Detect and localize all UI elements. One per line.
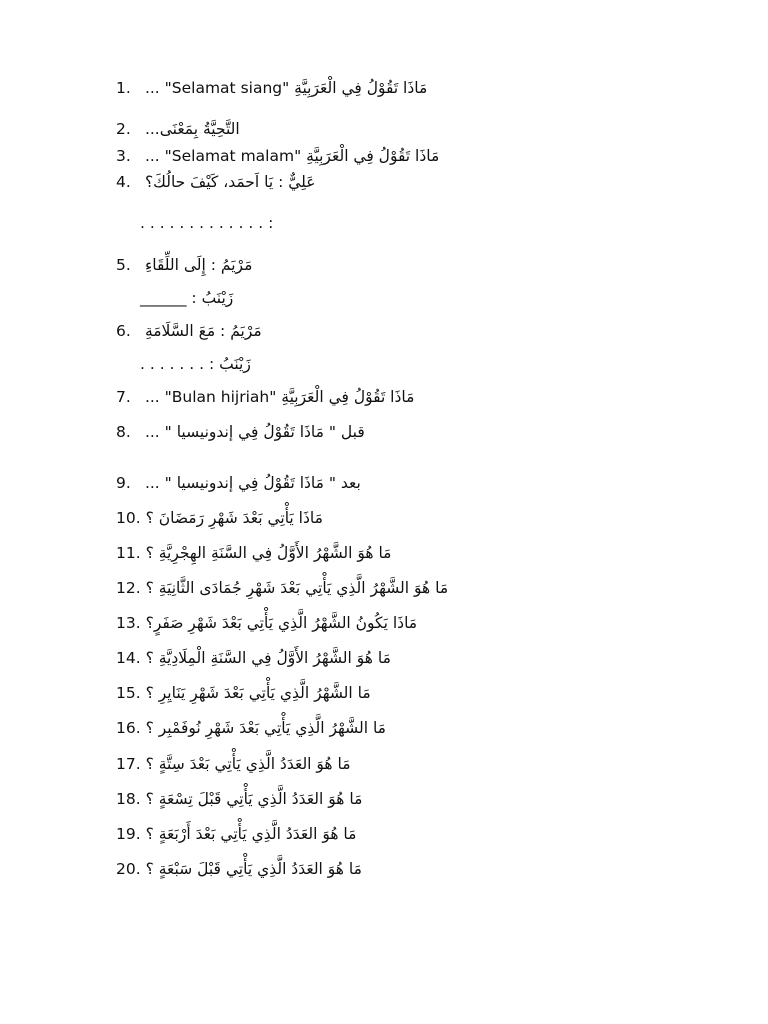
question-text: مَا هُوَ العَدَدُ الَّذِي يَأْتِي بَعْدَ سِتَّةٍ ؟ xyxy=(145,755,351,773)
question-14 xyxy=(116,648,391,668)
question-16 xyxy=(116,718,386,738)
question-8 xyxy=(116,422,365,442)
question-6 xyxy=(116,321,262,341)
question-number: 19. xyxy=(116,825,141,843)
question-text: مَاذَا يَكُونُ الشَّهْرُ الَّذِي يَأْتِي بَعْدَ شَهْرِ صَفَرٍ؟ xyxy=(145,614,418,632)
answer-blank-4: . . . . . . . . . . . . . : xyxy=(140,214,274,232)
question-7 xyxy=(116,387,414,407)
question-number: 6. xyxy=(116,322,131,340)
question-number: 4. xyxy=(116,173,131,191)
question-19 xyxy=(116,824,356,844)
question-text: مَا الشَّهْرُ الَّذِي يَأْتِي بَعْدَ شَهْرِ يَنَايِرِ ؟ xyxy=(145,684,371,702)
question-number: 3. xyxy=(116,147,131,165)
question-number: 11. xyxy=(116,544,141,562)
question-number: 10. xyxy=(116,509,141,527)
question-number: 16. xyxy=(116,719,141,737)
question-number: 1. xyxy=(116,79,131,97)
question-4 xyxy=(116,172,316,192)
question-5 xyxy=(116,255,252,275)
question-17 xyxy=(116,754,351,774)
question-12 xyxy=(116,578,448,598)
question-number: 15. xyxy=(116,684,141,702)
question-number: 7. xyxy=(116,388,131,406)
question-9 xyxy=(116,473,361,493)
question-number: 20. xyxy=(116,860,141,878)
question-text: بعد " مَاذَا تَقُوْلُ فِي إندونيسيا " ... xyxy=(144,474,361,492)
question-number: 17. xyxy=(116,755,141,773)
question-18 xyxy=(116,789,362,809)
question-number: 5. xyxy=(116,256,131,274)
question-text: مَا الشَّهْرُ الَّذِي يَأْتِي بَعْدَ شَهْرِ نُوفَمْبِر ؟ xyxy=(145,719,386,737)
question-1 xyxy=(116,78,427,98)
reply-line-5: زَيْنَبُ : ______ xyxy=(140,289,234,307)
question-number: 9. xyxy=(116,474,131,492)
question-text: مَاذَا تَقُوْلُ فِي الْعَرَبِيَّةِ "Selamat malam" ... xyxy=(144,147,440,165)
question-10 xyxy=(116,508,323,528)
question-number: 12. xyxy=(116,579,141,597)
question-text: عَلِيٌّ : يَا اَحمَد، كَيْفَ حالُكَ؟ xyxy=(144,173,316,191)
question-number: 14. xyxy=(116,649,141,667)
question-text: قبل " مَاذَا تَقُوْلُ فِي إندونيسيا " ... xyxy=(144,423,365,441)
question-text: مَا هُوَ العَدَدُ الَّذِي يَأْتِي بَعْدَ أَرْبَعَةٍ ؟ xyxy=(145,825,357,843)
reply-line-6: زَيْنَبُ : . . . . . . . xyxy=(140,355,251,373)
question-number: 2. xyxy=(116,120,131,138)
question-number: 18. xyxy=(116,790,141,808)
question-text: مَرْيَمُ : إِلَى اللِّقَاءِ xyxy=(144,256,253,274)
question-2 xyxy=(116,119,240,139)
question-text: مَاذَا تَقُوْلُ فِي الْعَرَبِيَّةِ "Selamat siang" ... xyxy=(144,79,428,97)
question-11 xyxy=(116,543,392,563)
question-text: مَا هُوَ العَدَدُ الَّذِي يَأْتِي قَبْلَ تِسْعَةٍ ؟ xyxy=(145,790,363,808)
question-text: مَا هُوَ الشَّهْرُ الَّذِي يَأْتِي بَعْدَ شَهْرِ جُمَادَى الثَّانِيَةِ ؟ xyxy=(145,579,449,597)
question-number: 8. xyxy=(116,423,131,441)
question-text: مَا هُوَ الشَّهْرُ الأَوَّلُ فِي السَّنَةِ الْمِلَادِيَّةِ ؟ xyxy=(145,649,391,667)
question-text: مَرْيَمُ : مَعَ السَّلَامَةِ xyxy=(144,322,262,340)
question-15 xyxy=(116,683,371,703)
question-text: مَا هُوَ الشَّهْرُ الأَوَّلُ فِي السَّنَةِ الهِجْرِيَّةِ ؟ xyxy=(145,544,392,562)
question-3 xyxy=(116,146,439,166)
question-text: التَّحِيَّةُ بِمَعْنَى... xyxy=(144,120,240,138)
question-13 xyxy=(116,613,417,633)
question-20 xyxy=(116,859,362,879)
question-text: مَا هُوَ العَدَدُ الَّذِي يَأْتِي قَبْلَ سَبْعَةٍ ؟ xyxy=(145,860,362,878)
question-text: مَاذَا يَأْتِي بَعْدَ شَهْرِ رَمَضَانَ ؟ xyxy=(145,509,323,527)
question-number: 13. xyxy=(116,614,141,632)
question-text: مَاذَا تَقُوْلُ فِي الْعَرَبِيَّةِ "Bulan hijriah" ... xyxy=(144,388,415,406)
